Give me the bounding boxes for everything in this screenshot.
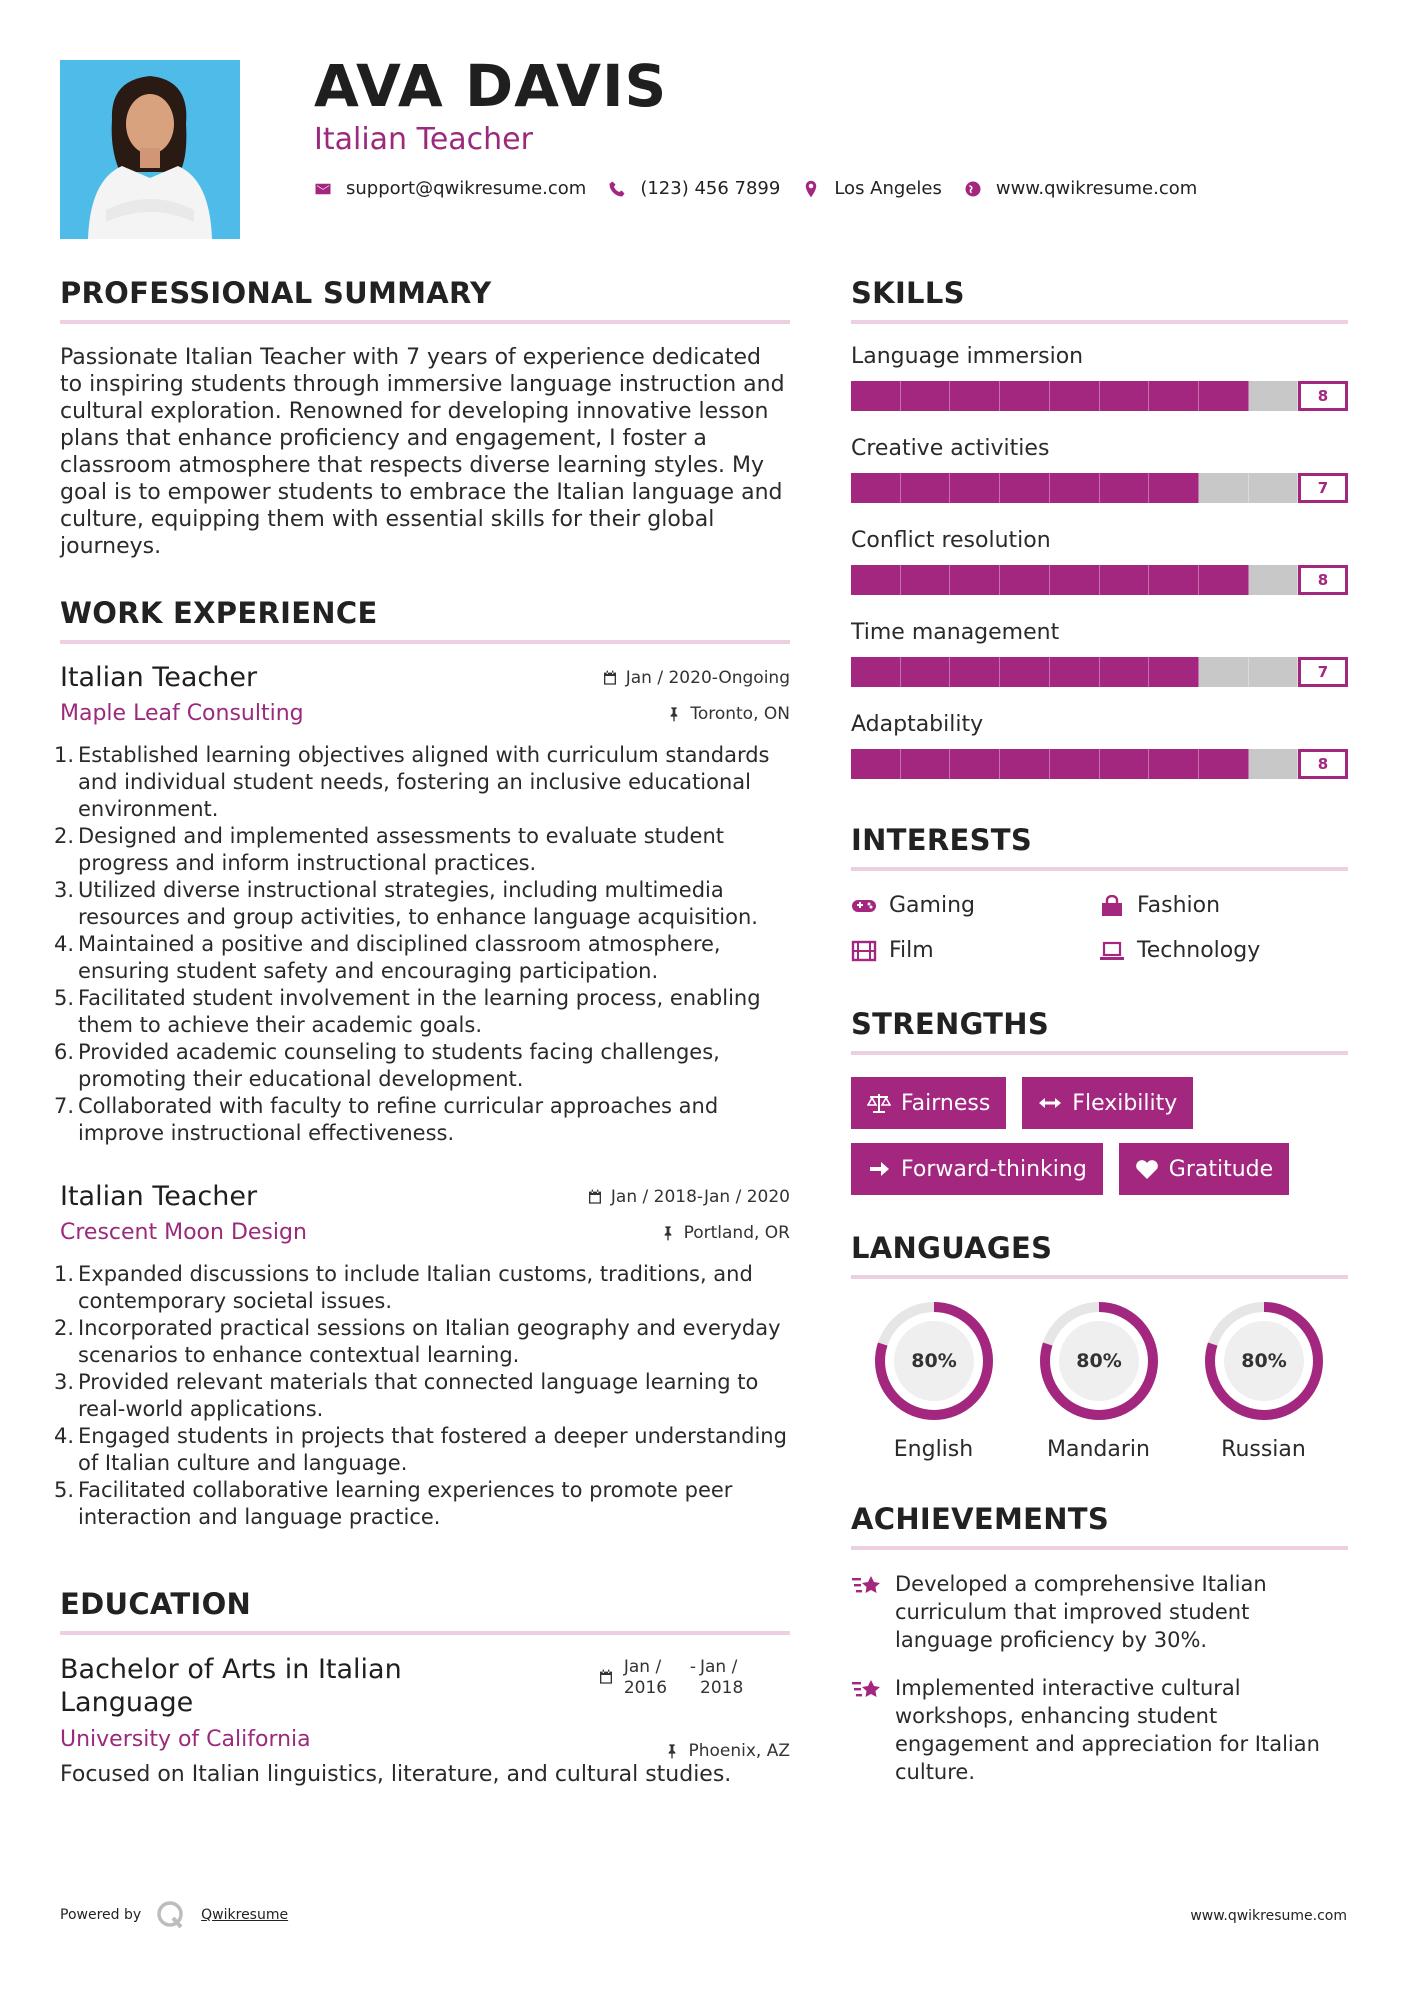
skill-segment-filled — [901, 565, 951, 595]
interest-label: Fashion — [1137, 893, 1221, 918]
summary-divider — [60, 320, 790, 324]
experience-heading: WORK EXPERIENCE — [60, 596, 378, 630]
skill-segment-filled — [1050, 749, 1100, 779]
skills-section — [851, 276, 1348, 779]
skill-segment-filled — [1050, 657, 1100, 687]
language-progress-ring — [1037, 1299, 1161, 1423]
contact-email[interactable] — [314, 178, 586, 199]
strength-tag — [851, 1077, 1006, 1129]
footer-website[interactable]: www.qwikresume.com — [1190, 1908, 1347, 1924]
skill-segment-filled — [1000, 473, 1050, 503]
laptop-icon — [1099, 940, 1125, 962]
list-item: 3. Provided relevant materials that connected language learning to real-world applications. — [54, 1370, 759, 1421]
education-heading: EDUCATION — [60, 1587, 252, 1621]
skill-bar — [851, 473, 1348, 503]
interest-item — [1099, 938, 1348, 963]
skill-level-badge: 8 — [1298, 749, 1348, 779]
skill-segment-empty — [1249, 657, 1299, 687]
list-item: 2. Designed and implemented assessments to evaluate student progress and inform instructional practices. — [54, 824, 725, 875]
skill-segment-filled — [1149, 749, 1199, 779]
strength-label: Gratitude — [1168, 1156, 1274, 1182]
interests-section — [851, 823, 1348, 963]
skill-level-badge: 7 — [1298, 473, 1348, 503]
calendar-icon — [602, 670, 618, 686]
job-date — [587, 1187, 790, 1207]
job-company: Crescent Moon Design — [60, 1220, 307, 1245]
balance-scale-icon — [867, 1092, 891, 1114]
skill-segment-filled — [1000, 565, 1050, 595]
contact-website[interactable] — [964, 178, 1197, 199]
job-title: Italian Teacher — [60, 1181, 258, 1212]
skill-segment-empty — [1199, 473, 1249, 503]
skill-item — [851, 712, 1348, 779]
skill-segment-empty — [1249, 473, 1299, 503]
arrows-horizontal-icon — [1038, 1092, 1062, 1114]
list-item-text: Incorporated practical sessions on Italian geography and everyday scenarios to enhance contextual learning. — [78, 1316, 781, 1367]
skill-segment-filled — [1149, 565, 1199, 595]
list-item-text: Expanded discussions to include Italian customs, traditions, and contemporary societal issues. — [78, 1262, 753, 1313]
list-item: 5. Facilitated student involvement in the learning process, enabling them to achieve their academic goals. — [54, 986, 761, 1037]
skill-bar — [851, 381, 1348, 411]
heart-icon — [1135, 1158, 1159, 1180]
education-end: Jan / 2018 — [700, 1657, 744, 1698]
languages-list — [851, 1299, 1348, 1462]
skill-segment-filled — [1000, 381, 1050, 411]
contact-bar — [314, 178, 1219, 199]
interest-item — [851, 938, 1099, 963]
skill-segment-filled — [901, 749, 951, 779]
languages-divider — [851, 1275, 1348, 1279]
list-item: 4. Engaged students in projects that fostered a deeper understanding of Italian culture and language. — [54, 1424, 787, 1475]
languages-heading: LANGUAGES — [851, 1231, 1053, 1265]
list-item-text: Facilitated collaborative learning experiences to promote peer interaction and language practice. — [78, 1478, 733, 1529]
calendar-icon — [598, 1669, 614, 1685]
skill-segment-empty — [1249, 749, 1299, 779]
shopping-bag-icon — [1099, 895, 1125, 917]
job-date-text: Jan / 2018-Jan / 2020 — [610, 1187, 790, 1207]
job-location — [666, 704, 790, 724]
list-item: 7. Collaborated with faculty to refine curricular approaches and improve instructional effectiveness. — [54, 1094, 719, 1145]
list-item: 5. Facilitated collaborative learning experiences to promote peer interaction and language practice. — [54, 1478, 733, 1529]
job-entry — [54, 662, 790, 1147]
skill-item — [851, 620, 1348, 687]
skill-segment-empty — [1249, 381, 1299, 411]
skill-name: Time management — [851, 620, 1060, 645]
contact-location-text: Los Angeles — [834, 178, 942, 199]
job-responsibilities — [54, 1261, 790, 1531]
skill-segment-empty — [1249, 565, 1299, 595]
language-item — [851, 1299, 1016, 1462]
list-item-text: Provided academic counseling to students facing challenges, promoting their educational development. — [78, 1040, 720, 1091]
qwikresume-logo-icon — [155, 1900, 185, 1930]
pushpin-icon — [660, 1225, 676, 1241]
powered-by-label: Powered by — [60, 1907, 142, 1923]
list-item-text: Established learning objectives aligned with curriculum standards and individual student needs, fostering an inclusive educational environment. — [78, 743, 770, 821]
achievement-text: Implemented interactive cultural workshops, enhancing student engagement and appreciation for Italian culture. — [895, 1676, 1320, 1784]
skill-segment-filled — [1100, 565, 1150, 595]
skill-bar — [851, 749, 1348, 779]
language-progress-ring — [872, 1299, 996, 1423]
list-item: 3. Utilized diverse instructional strategies, including multimedia resources and group activities, to enhance language acquisition. — [54, 878, 758, 929]
contact-phone-text: (123) 456 7899 — [640, 178, 781, 199]
list-item-text: Designed and implemented assessments to evaluate student progress and inform instructional practices. — [78, 824, 725, 875]
map-marker-icon — [802, 180, 820, 198]
skill-segment-filled — [851, 473, 901, 503]
skill-segment-filled — [901, 381, 951, 411]
strength-tag — [1119, 1143, 1289, 1195]
skill-segment-empty — [1199, 657, 1249, 687]
job-location-text: Toronto, ON — [690, 704, 790, 724]
skill-level-badge: 8 — [1298, 381, 1348, 411]
strengths-heading: STRENGTHS — [851, 1007, 1050, 1041]
language-percent: 80% — [910, 1350, 957, 1372]
experience-section — [54, 596, 790, 1531]
job-company: Maple Leaf Consulting — [60, 701, 304, 726]
education-dates — [598, 1657, 746, 1699]
skill-segment-filled — [1149, 381, 1199, 411]
list-item: 2. Incorporated practical sessions on Italian geography and everyday scenarios to enhance contextual learning. — [54, 1316, 781, 1367]
interest-label: Gaming — [889, 893, 975, 918]
summary-text: Passionate Italian Teacher with 7 years of experience dedicated to inspiring students through immersive language instruction and cultural exploration. Renowned for developing innovative lesson plans that enhance proficiency and engagement, I foster a classroom atmosphere that respects diverse learning styles. My goal is to empower students to embrace the Italian language and culture, equipping them with essential skills for their global journeys. — [60, 345, 785, 559]
skill-segment-filled — [1199, 749, 1249, 779]
list-item-text: Facilitated student involvement in the learning process, enabling them to achieve their academic goals. — [78, 986, 761, 1037]
profile-photo — [60, 60, 240, 239]
education-location — [664, 1741, 790, 1761]
contact-email-text: support@qwikresume.com — [346, 178, 587, 199]
shooting-star-icon — [851, 1570, 885, 1600]
education-location-text: Phoenix, AZ — [688, 1741, 790, 1761]
skill-segment-filled — [1050, 473, 1100, 503]
language-name: Mandarin — [1047, 1437, 1150, 1462]
education-school: University of California — [60, 1727, 311, 1752]
contact-location — [802, 178, 942, 199]
achievements-heading: ACHIEVEMENTS — [851, 1502, 1110, 1536]
phone-icon — [608, 180, 626, 198]
right-column — [851, 276, 1348, 1786]
language-item — [1181, 1299, 1346, 1462]
strength-label: Flexibility — [1072, 1090, 1178, 1116]
language-item — [1016, 1299, 1181, 1462]
skill-segment-filled — [950, 473, 1000, 503]
job-title: Italian Teacher — [60, 662, 258, 693]
education-description: Focused on Italian linguistics, literature, and cultural studies. — [60, 1762, 732, 1787]
job-location — [660, 1223, 790, 1243]
list-item-text: Engaged students in projects that fostered a deeper understanding of Italian culture and language. — [78, 1424, 787, 1475]
skill-segment-filled — [851, 381, 901, 411]
skill-bar — [851, 657, 1348, 687]
skill-segment-filled — [1000, 749, 1050, 779]
skill-name: Adaptability — [851, 712, 984, 737]
list-item: 1. Established learning objectives aligned with curriculum standards and individual student needs, fostering an inclusive educational environment. — [54, 743, 770, 821]
contact-phone[interactable] — [608, 178, 780, 199]
skill-segment-filled — [950, 565, 1000, 595]
job-entry — [54, 1181, 790, 1531]
skill-segment-filled — [1050, 381, 1100, 411]
skill-item — [851, 344, 1348, 411]
list-item: 1. Expanded discussions to include Italian customs, traditions, and contemporary societal issues. — [54, 1262, 753, 1313]
skill-segment-filled — [1100, 473, 1150, 503]
left-column — [54, 276, 790, 1787]
achievement-text: Developed a comprehensive Italian curriculum that improved student language proficiency by 30%. — [895, 1572, 1267, 1652]
skill-segment-filled — [1149, 657, 1199, 687]
envelope-icon — [314, 180, 332, 198]
skill-segment-filled — [1050, 565, 1100, 595]
skill-segment-filled — [1100, 381, 1150, 411]
education-section — [60, 1587, 790, 1787]
skill-bar — [851, 565, 1348, 595]
strength-label: Forward-thinking — [901, 1156, 1087, 1182]
education-entry — [60, 1653, 790, 1787]
interest-label: Film — [889, 938, 934, 963]
skill-item — [851, 528, 1348, 595]
language-percent: 80% — [1075, 1350, 1122, 1372]
skill-segment-filled — [950, 657, 1000, 687]
list-item-text: Collaborated with faculty to refine curricular approaches and improve instructional effectiveness. — [78, 1094, 719, 1145]
experience-divider — [60, 640, 790, 644]
skill-segment-filled — [901, 657, 951, 687]
interest-item — [1099, 893, 1348, 918]
shooting-star-icon — [851, 1674, 885, 1704]
summary-heading: PROFESSIONAL SUMMARY — [60, 276, 492, 310]
job-location-text: Portland, OR — [683, 1223, 790, 1243]
gamepad-icon — [851, 895, 877, 917]
list-item: 6. Provided academic counseling to students facing challenges, promoting their educational development. — [54, 1040, 720, 1091]
skill-segment-filled — [1100, 749, 1150, 779]
job-date — [602, 668, 790, 688]
skill-segment-filled — [851, 749, 901, 779]
skill-segment-filled — [1000, 657, 1050, 687]
skill-name: Creative activities — [851, 436, 1050, 461]
skill-segment-filled — [1199, 565, 1249, 595]
skill-segment-filled — [950, 749, 1000, 779]
strengths-section — [851, 1007, 1348, 1195]
strength-tag — [1022, 1077, 1193, 1129]
strength-label: Fairness — [901, 1090, 991, 1116]
education-start: Jan / 2016 — [623, 1657, 668, 1698]
education-degree: Bachelor of Arts in Italian Language — [60, 1654, 402, 1718]
strength-tag — [851, 1143, 1103, 1195]
pushpin-icon — [664, 1743, 680, 1759]
candidate-name: AVA DAVIS — [314, 52, 668, 120]
list-item-text: Utilized diverse instructional strategies, including multimedia resources and group activities, to enhance language acquisition. — [78, 878, 758, 929]
arrow-right-icon — [867, 1158, 891, 1180]
achievements-divider — [851, 1546, 1348, 1550]
achievements-section — [851, 1502, 1348, 1786]
footer-powered-by — [60, 1900, 288, 1930]
interests-divider — [851, 867, 1348, 871]
skills-heading: SKILLS — [851, 276, 965, 310]
education-date-separator: - — [689, 1657, 696, 1677]
globe-icon — [964, 180, 982, 198]
summary-section — [60, 276, 790, 560]
education-divider — [60, 1631, 790, 1635]
job-responsibilities — [54, 742, 790, 1147]
interest-item — [851, 893, 1099, 918]
interests-list — [851, 893, 1348, 963]
strengths-divider — [851, 1051, 1348, 1055]
list-item: 4. Maintained a positive and disciplined classroom atmosphere, ensuring student safety and encouraging participation. — [54, 932, 721, 983]
interests-heading: INTERESTS — [851, 823, 1033, 857]
skill-segment-filled — [851, 657, 901, 687]
interest-label: Technology — [1137, 938, 1261, 963]
achievement-item — [851, 1674, 1348, 1786]
qwikresume-link[interactable]: Qwikresume — [201, 1907, 289, 1923]
skill-name: Language immersion — [851, 344, 1084, 369]
skill-level-badge: 8 — [1298, 565, 1348, 595]
candidate-title: Italian Teacher — [314, 122, 533, 157]
calendar-icon — [587, 1189, 603, 1205]
skill-item — [851, 436, 1348, 503]
skills-divider — [851, 320, 1348, 324]
skill-segment-filled — [901, 473, 951, 503]
list-item-text: Maintained a positive and disciplined classroom atmosphere, ensuring student safety and encouraging participation. — [78, 932, 721, 983]
contact-website-text: www.qwikresume.com — [995, 178, 1198, 199]
list-item-text: Provided relevant materials that connected language learning to real-world applications. — [78, 1370, 759, 1421]
language-progress-ring — [1202, 1299, 1326, 1423]
achievement-item — [851, 1570, 1348, 1654]
skills-list — [851, 344, 1348, 779]
skill-segment-filled — [1149, 473, 1199, 503]
language-percent: 80% — [1240, 1350, 1287, 1372]
strengths-list — [851, 1077, 1348, 1195]
languages-section — [851, 1231, 1348, 1462]
language-name: Russian — [1221, 1437, 1306, 1462]
skill-segment-filled — [1100, 657, 1150, 687]
film-icon — [851, 940, 877, 962]
skill-level-badge: 7 — [1298, 657, 1348, 687]
skill-name: Conflict resolution — [851, 528, 1051, 553]
pushpin-icon — [666, 706, 682, 722]
skill-segment-filled — [950, 381, 1000, 411]
job-date-text: Jan / 2020-Ongoing — [625, 668, 790, 688]
skill-segment-filled — [851, 565, 901, 595]
language-name: English — [893, 1437, 974, 1462]
skill-segment-filled — [1199, 381, 1249, 411]
